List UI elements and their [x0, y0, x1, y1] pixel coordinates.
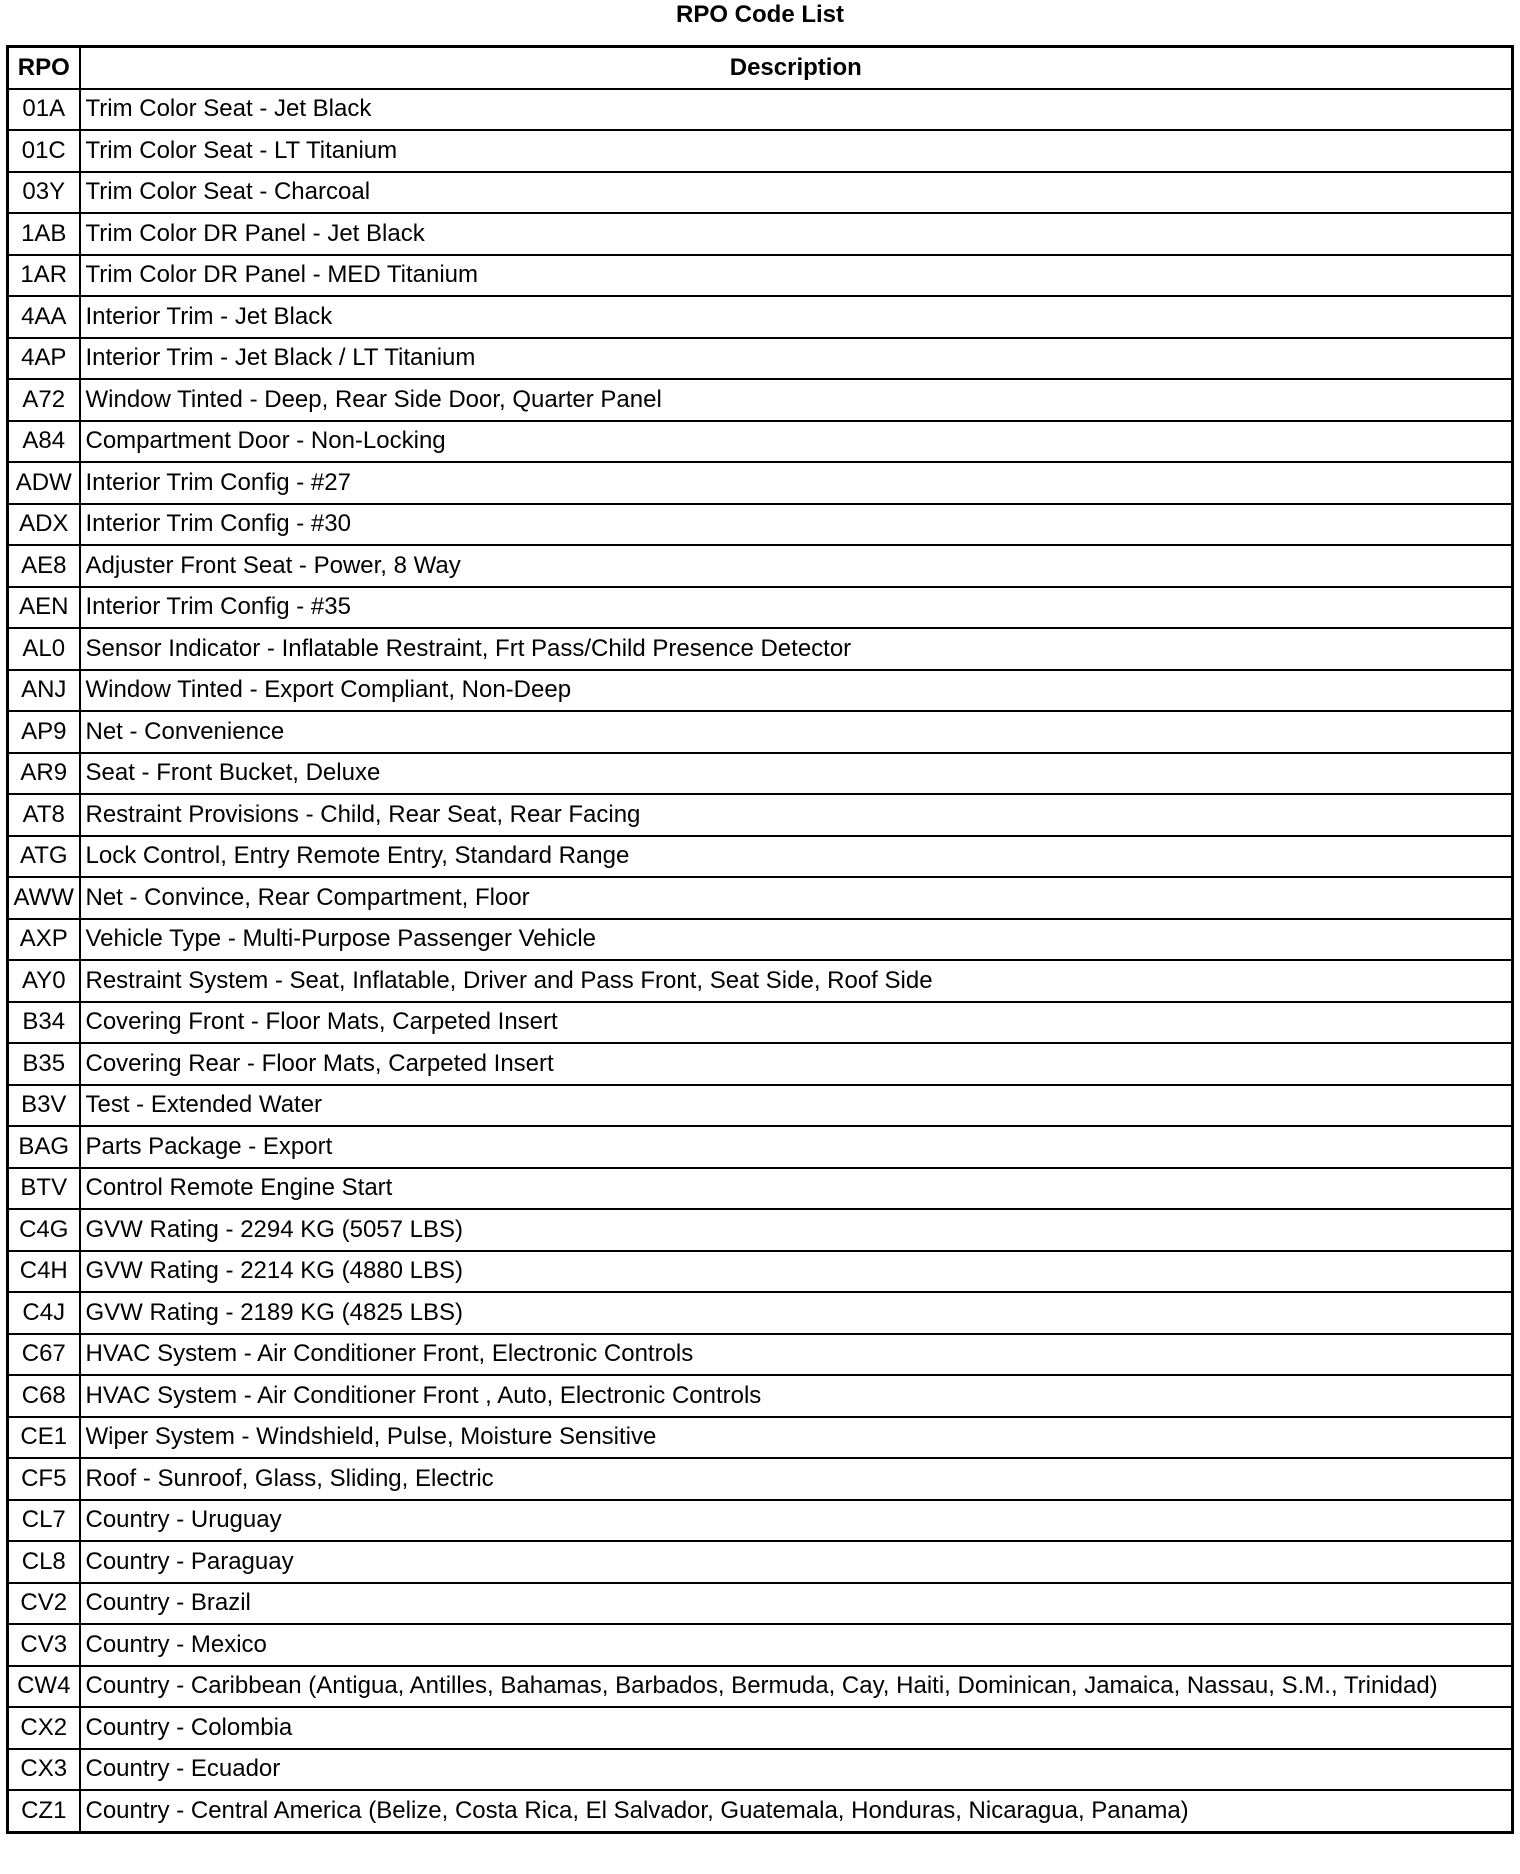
rpo-code-cell: BTV [8, 1168, 80, 1210]
rpo-code-cell: C4G [8, 1209, 80, 1251]
rpo-code-cell: A84 [8, 421, 80, 463]
description-cell: Country - Brazil [80, 1583, 1513, 1625]
description-cell: Parts Package - Export [80, 1126, 1513, 1168]
table-row [8, 545, 1513, 587]
table-row [8, 919, 1513, 961]
description-cell: HVAC System - Air Conditioner Front , Auto, Electronic Controls [80, 1375, 1513, 1417]
rpo-code-cell: CL7 [8, 1500, 80, 1542]
table-header-row [8, 47, 1513, 89]
rpo-code-cell: B35 [8, 1043, 80, 1085]
description-cell: Country - Ecuador [80, 1749, 1513, 1791]
description-cell: Roof - Sunroof, Glass, Sliding, Electric [80, 1458, 1513, 1500]
rpo-code-cell: CX2 [8, 1707, 80, 1749]
description-cell: Interior Trim Config - #35 [80, 587, 1513, 629]
description-cell: GVW Rating - 2214 KG (4880 LBS) [80, 1251, 1513, 1293]
column-header-description: Description [80, 47, 1513, 89]
description-cell: Trim Color DR Panel - Jet Black [80, 213, 1513, 255]
table-row [8, 1707, 1513, 1749]
description-cell: Restraint Provisions - Child, Rear Seat, Rear Facing [80, 794, 1513, 836]
table-row [8, 255, 1513, 297]
table-row [8, 1500, 1513, 1542]
rpo-code-cell: B3V [8, 1085, 80, 1127]
rpo-code-cell: 01C [8, 130, 80, 172]
rpo-code-cell: CX3 [8, 1749, 80, 1791]
table-row [8, 1583, 1513, 1625]
rpo-code-cell: ADX [8, 504, 80, 546]
table-row [8, 1666, 1513, 1708]
table-row [8, 130, 1513, 172]
rpo-code-cell: C67 [8, 1334, 80, 1376]
description-cell: Vehicle Type - Multi-Purpose Passenger Vehicle [80, 919, 1513, 961]
table-body [8, 89, 1513, 1833]
description-cell: Net - Convenience [80, 711, 1513, 753]
description-cell: Country - Colombia [80, 1707, 1513, 1749]
table-row [8, 1085, 1513, 1127]
table-row [8, 1002, 1513, 1044]
rpo-code-cell: 4AP [8, 338, 80, 380]
description-cell: GVW Rating - 2294 KG (5057 LBS) [80, 1209, 1513, 1251]
rpo-code-cell: ADW [8, 462, 80, 504]
description-cell: Net - Convince, Rear Compartment, Floor [80, 877, 1513, 919]
table-row [8, 587, 1513, 629]
description-cell: Country - Mexico [80, 1624, 1513, 1666]
description-cell: GVW Rating - 2189 KG (4825 LBS) [80, 1292, 1513, 1334]
rpo-code-cell: 01A [8, 89, 80, 131]
rpo-code-cell: C4J [8, 1292, 80, 1334]
table-row [8, 1790, 1513, 1832]
rpo-code-cell: 1AR [8, 255, 80, 297]
page-title: RPO Code List [675, 1, 844, 28]
rpo-code-cell: CW4 [8, 1666, 80, 1708]
table-row [8, 338, 1513, 380]
rpo-code-cell: ANJ [8, 670, 80, 712]
rpo-code-cell: CL8 [8, 1541, 80, 1583]
table-row [8, 1749, 1513, 1791]
rpo-code-cell: 03Y [8, 172, 80, 214]
rpo-code-cell: C68 [8, 1375, 80, 1417]
rpo-code-cell: CZ1 [8, 1790, 80, 1832]
rpo-code-cell: C4H [8, 1251, 80, 1293]
table-row [8, 628, 1513, 670]
table-row [8, 794, 1513, 836]
rpo-code-cell: AR9 [8, 753, 80, 795]
table-row [8, 711, 1513, 753]
table-row [8, 1417, 1513, 1459]
table-row [8, 379, 1513, 421]
rpo-code-cell: 4AA [8, 296, 80, 338]
table-row [8, 213, 1513, 255]
rpo-code-cell: B34 [8, 1002, 80, 1044]
rpo-code-cell: AP9 [8, 711, 80, 753]
rpo-code-cell: AWW [8, 877, 80, 919]
rpo-code-cell: CE1 [8, 1417, 80, 1459]
description-cell: Trim Color Seat - Charcoal [80, 172, 1513, 214]
table-row [8, 1624, 1513, 1666]
table-row [8, 504, 1513, 546]
table-row [8, 1334, 1513, 1376]
rpo-code-cell: AY0 [8, 960, 80, 1002]
description-cell: Interior Trim - Jet Black [80, 296, 1513, 338]
table-row [8, 296, 1513, 338]
table-row [8, 172, 1513, 214]
description-cell: Interior Trim - Jet Black / LT Titanium [80, 338, 1513, 380]
rpo-code-cell: AL0 [8, 628, 80, 670]
description-cell: Window Tinted - Deep, Rear Side Door, Quarter Panel [80, 379, 1513, 421]
description-cell: Covering Front - Floor Mats, Carpeted Insert [80, 1002, 1513, 1044]
table-row [8, 462, 1513, 504]
description-cell: Sensor Indicator - Inflatable Restraint, Frt Pass/Child Presence Detector [80, 628, 1513, 670]
table-row [8, 1043, 1513, 1085]
table-row [8, 670, 1513, 712]
table-row [8, 1292, 1513, 1334]
rpo-code-cell: BAG [8, 1126, 80, 1168]
description-cell: Seat - Front Bucket, Deluxe [80, 753, 1513, 795]
description-cell: Country - Uruguay [80, 1500, 1513, 1542]
table-row [8, 877, 1513, 919]
table-row [8, 1251, 1513, 1293]
rpo-code-cell: AEN [8, 587, 80, 629]
rpo-code-cell: 1AB [8, 213, 80, 255]
description-cell: Control Remote Engine Start [80, 1168, 1513, 1210]
description-cell: Lock Control, Entry Remote Entry, Standard Range [80, 836, 1513, 878]
rpo-code-cell: A72 [8, 379, 80, 421]
table-row [8, 421, 1513, 463]
description-cell: Interior Trim Config - #30 [80, 504, 1513, 546]
rpo-code-table [6, 45, 1514, 1834]
rpo-code-cell: ATG [8, 836, 80, 878]
description-cell: Trim Color DR Panel - MED Titanium [80, 255, 1513, 297]
table-row [8, 89, 1513, 131]
table-row [8, 1126, 1513, 1168]
description-cell: Window Tinted - Export Compliant, Non-Deep [80, 670, 1513, 712]
table-row [8, 960, 1513, 1002]
table-row [8, 836, 1513, 878]
rpo-code-cell: CV3 [8, 1624, 80, 1666]
rpo-code-cell: AE8 [8, 545, 80, 587]
table-row [8, 753, 1513, 795]
table-row [8, 1541, 1513, 1583]
column-header-rpo: RPO [8, 47, 80, 89]
description-cell: Wiper System - Windshield, Pulse, Moisture Sensitive [80, 1417, 1513, 1459]
description-cell: Adjuster Front Seat - Power, 8 Way [80, 545, 1513, 587]
rpo-code-cell: AXP [8, 919, 80, 961]
description-cell: Trim Color Seat - LT Titanium [80, 130, 1513, 172]
description-cell: Restraint System - Seat, Inflatable, Driver and Pass Front, Seat Side, Roof Side [80, 960, 1513, 1002]
description-cell: Compartment Door - Non-Locking [80, 421, 1513, 463]
rpo-code-cell: CF5 [8, 1458, 80, 1500]
table-row [8, 1209, 1513, 1251]
description-cell: Country - Central America (Belize, Costa Rica, El Salvador, Guatemala, Honduras, Nicaragua, Panama) [80, 1790, 1513, 1832]
description-cell: Interior Trim Config - #27 [80, 462, 1513, 504]
description-cell: Trim Color Seat - Jet Black [80, 89, 1513, 131]
table-row [8, 1375, 1513, 1417]
rpo-code-cell: AT8 [8, 794, 80, 836]
rpo-code-cell: CV2 [8, 1583, 80, 1625]
table-row [8, 1458, 1513, 1500]
description-cell: HVAC System - Air Conditioner Front, Electronic Controls [80, 1334, 1513, 1376]
description-cell: Country - Paraguay [80, 1541, 1513, 1583]
table-row [8, 1168, 1513, 1210]
description-cell: Covering Rear - Floor Mats, Carpeted Insert [80, 1043, 1513, 1085]
description-cell: Test - Extended Water [80, 1085, 1513, 1127]
description-cell: Country - Caribbean (Antigua, Antilles, Bahamas, Barbados, Bermuda, Cay, Haiti, Dominican, Jamaica, Nassau, S.M., Trinidad) [80, 1666, 1513, 1708]
